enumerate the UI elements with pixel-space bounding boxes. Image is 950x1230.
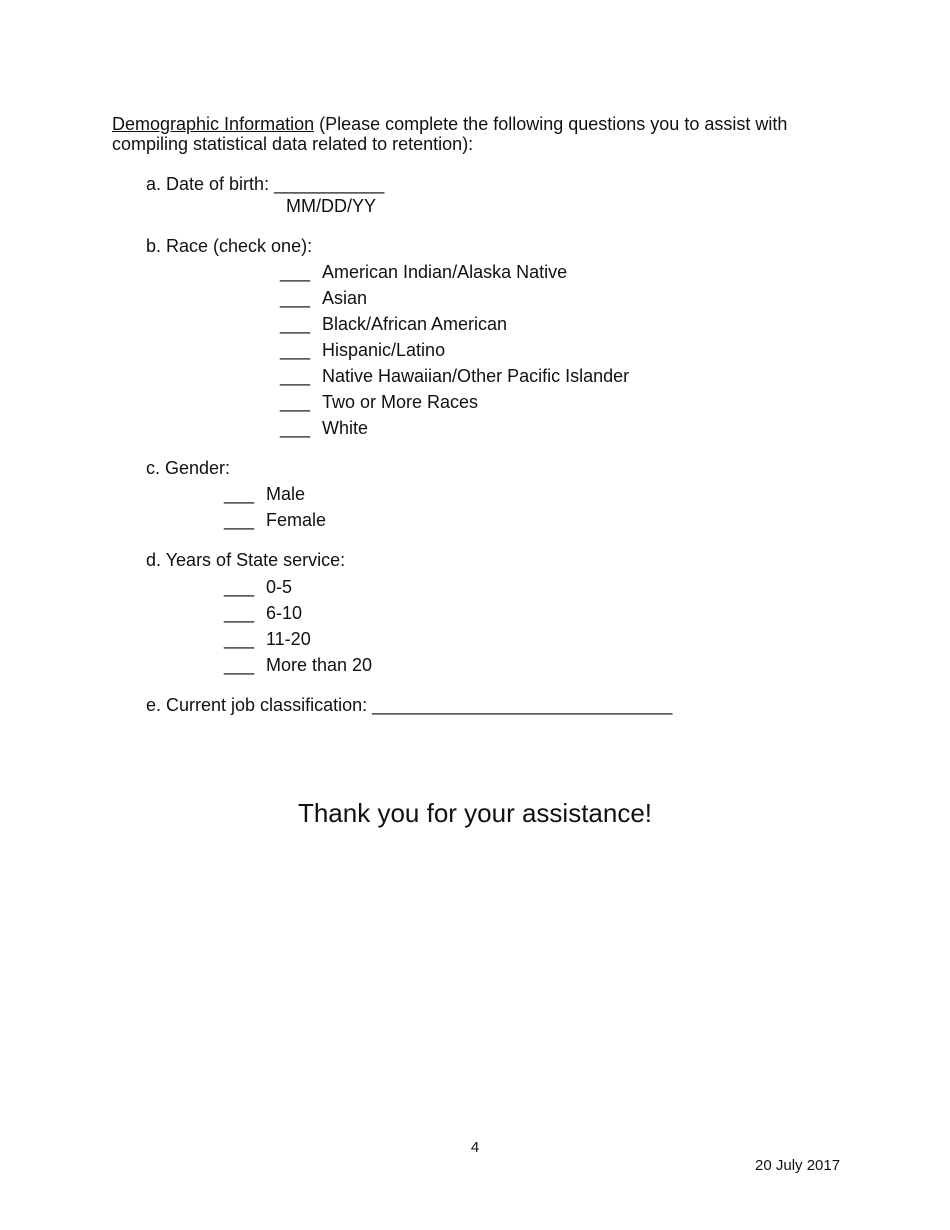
race-option-label: Black/African American (322, 314, 508, 334)
service-option (224, 655, 372, 675)
gender-option-label: Male (266, 484, 306, 504)
gender-option (224, 484, 305, 504)
race-blank[interactable]: ___ (280, 314, 311, 334)
race-blank[interactable]: ___ (280, 288, 311, 308)
job-label: e. Current job classification: (146, 695, 368, 715)
race-option-label: Asian (322, 288, 368, 308)
dob-label: a. Date of birth: (146, 174, 270, 194)
gender-blank[interactable]: ___ (224, 510, 255, 530)
footer-date: 20 July 2017 (755, 1157, 841, 1174)
service-blank[interactable]: ___ (224, 629, 255, 649)
race-option (280, 418, 368, 438)
race-option (280, 314, 507, 334)
page-number: 4 (470, 1139, 480, 1156)
race-option (280, 262, 567, 282)
race-option (280, 340, 445, 360)
race-option-label: American Indian/Alaska Native (322, 262, 568, 282)
race-label: b. Race (check one): (146, 236, 313, 256)
section-heading: Demographic Information (112, 114, 315, 134)
intro-line-1 (112, 114, 787, 134)
race-option (280, 366, 629, 386)
service-option-label: 0-5 (266, 577, 293, 597)
race-blank[interactable]: ___ (280, 366, 311, 386)
closing-message: Thank you for your assistance! (297, 798, 653, 828)
race-option (280, 288, 367, 308)
race-option-label: Hispanic/Latino (322, 340, 446, 360)
service-option (224, 603, 302, 623)
race-blank[interactable]: ___ (280, 340, 311, 360)
service-option (224, 577, 292, 597)
dob-blank[interactable]: ___________ (274, 174, 385, 194)
gender-option-label: Female (266, 510, 327, 530)
race-option (280, 392, 478, 412)
service-blank[interactable]: ___ (224, 655, 255, 675)
gender-label: c. Gender: (146, 458, 231, 478)
intro-text: (Please complete the following questions you to assist with (314, 114, 788, 134)
service-option-label: 11-20 (266, 629, 311, 649)
service-blank[interactable]: ___ (224, 577, 255, 597)
dob-question (146, 174, 384, 194)
service-option-label: More than 20 (266, 655, 373, 675)
gender-option (224, 510, 326, 530)
race-option-label: White (322, 418, 369, 438)
job-blank[interactable]: ______________________________ (372, 695, 673, 715)
service-blank[interactable]: ___ (224, 603, 255, 623)
race-blank[interactable]: ___ (280, 392, 311, 412)
gender-blank[interactable]: ___ (224, 484, 255, 504)
service-label: d. Years of State service: (146, 550, 346, 570)
race-blank[interactable]: ___ (280, 262, 311, 282)
service-option-label: 6-10 (266, 603, 303, 623)
race-option-label: Two or More Races (322, 392, 479, 412)
service-option (224, 629, 311, 649)
intro-line-2: compiling statistical data related to retention): (112, 134, 474, 154)
job-question (146, 695, 672, 715)
race-option-label: Native Hawaiian/Other Pacific Islander (322, 366, 630, 386)
race-blank[interactable]: ___ (280, 418, 311, 438)
dob-format-hint: MM/DD/YY (286, 196, 376, 216)
